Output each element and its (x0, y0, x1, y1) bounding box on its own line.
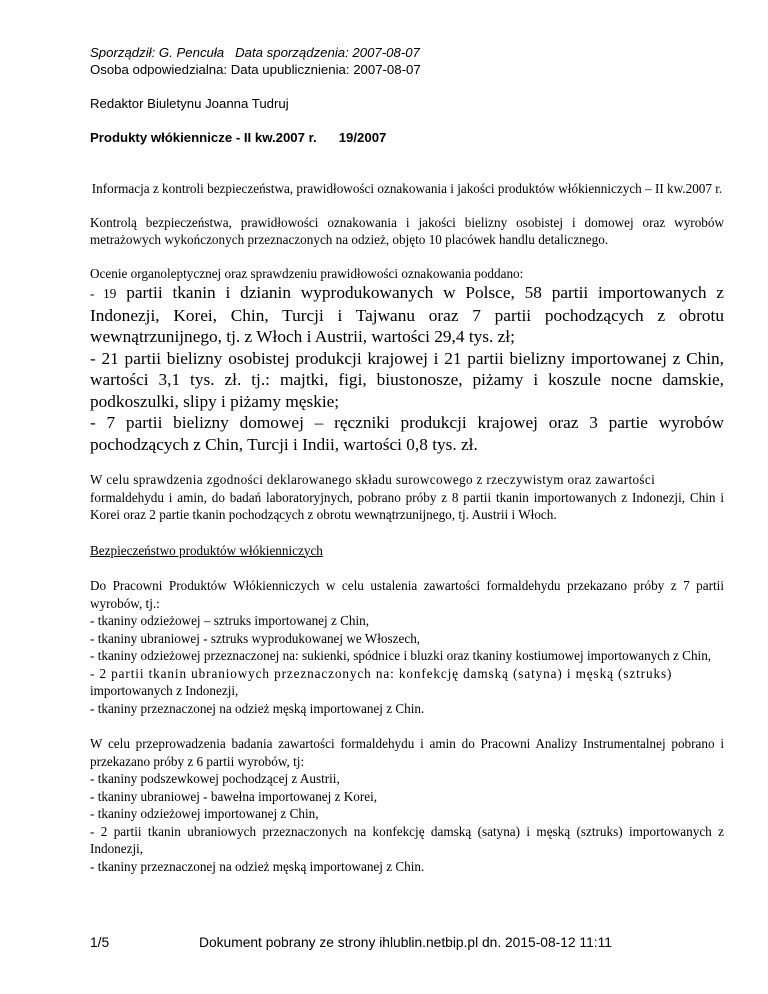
list-item: - tkaniny przeznaczonej na odzież męską importowanej z Chin. (90, 858, 425, 874)
page-number: 1/5 (90, 935, 110, 950)
item-fabrics-text: partii tkanin i dzianin wyprodukowanych w Polsce, 58 partii importowanych z Indonezji, Korei, Chin, Turcji i Tajwanu oraz 7 partii pochodzących z obrotu wewnątrzunijnego, tj. z Włoch i Austrii, wartości 29,4 tys. zł; (90, 283, 724, 346)
item-fabrics (90, 282, 724, 348)
amines-list (90, 770, 724, 875)
list-item: - tkaniny odzieżowej importowanej z Chin, (90, 806, 319, 821)
formaldehyde-intro: Do Pracowni Produktów Włókienniczych w celu ustalenia zawartości formaldehydu przekazano próby z 7 partii wyrobów, tj.: (90, 578, 724, 611)
item-fabrics-prefix: - 19 (90, 286, 117, 301)
list-item: - 2 partii tkanin ubraniowych przeznaczonych na konfekcję damską (satyna) i męską (sztruks) importowanych z Indonezji, (90, 823, 724, 856)
item-household: - 7 partii bielizny domowej – ręczniki produkcji krajowej oraz 3 partie wyrobów pochodzących z Chin, Turcji i Indii, wartości 0,8 tys. zł. (90, 413, 724, 454)
list-item: - tkaniny podszewkowej pochodzącej z Austrii, (90, 771, 340, 786)
responsible-line: Osoba odpowiedzialna: Data upublicznienia: 2007-08-07 (90, 62, 421, 77)
document-page (90, 44, 724, 875)
list-item: - tkaniny odzieżowej przeznaczonej na: sukienki, spódnice i bluzki oraz tkaniny kostiumowej importowanych z Chin, (90, 648, 712, 663)
formaldehyde-list (90, 612, 724, 717)
document-number: 19/2007 (338, 130, 387, 145)
safety-heading: Bezpieczeństwo produktów włókienniczych (90, 542, 323, 558)
lab-paragraph (90, 471, 724, 524)
list-item: importowanych z Indonezji, (90, 683, 239, 698)
download-source-note: Dokument pobrany ze strony ihlublin.netbip.pl dn. 2015-08-12 11:11 (199, 935, 612, 950)
list-item: - 2 partii tkanin ubraniowych przeznaczonych na: konfekcję damską (satyna) i męską (sztruks) (90, 665, 673, 681)
author-line: Sporządził: G. Pencuła Data sporządzenia: 2007-08-07 (90, 45, 420, 60)
report-heading: Informacja z kontroli bezpieczeństwa, prawidłowości oznakowania i jakości produktów włókienniczych – II kw.2007 r. (91, 181, 723, 196)
editor-line: Redaktor Biuletynu Joanna Tudruj (90, 96, 289, 111)
item-underwear: - 21 partii bielizny osobistej produkcji krajowej i 21 partii bielizny importowanej z Chin, wartości 3,1 tys. zł. tj.: majtki, figi, biustonosze, piżamy i koszule nocne damskie, podkoszulki, slipy i piżamy męskie; (90, 348, 724, 411)
amines-intro: W celu przeprowadzenia badania zawartości formaldehydu i amin do Pracowni Analizy Instrumentalnej pobrano i przekazano próby z 6 partii wyrobów, tj: (90, 736, 724, 769)
document-title (90, 129, 724, 146)
list-item: - tkaniny ubraniowej - sztruks wyprodukowanej we Włoszech, (90, 630, 421, 646)
intro-paragraph: Kontrolą bezpieczeństwa, prawidłowości oznakowania i jakości bielizny osobistej i domowej oraz wyrobów metrażowych wykończonych przeznaczonych na odzież, objęto 10 placówek handlu detalicznego. (90, 214, 724, 247)
lab-paragraph-rest: formaldehydu i amin, do badań laboratoryjnych, pobrano próby z 8 partii tkanin importowanych z Indonezji, Chin i Korei oraz 2 partie tkanin pochodzących z obrotu wewnątrzunijnego, tj. Austrii i Włoch. (90, 489, 724, 522)
title-text: Produkty włókiennicze - II kw.2007 r. (90, 130, 317, 145)
list-item: - tkaniny ubraniowej - bawełna importowanej z Korei, (90, 788, 378, 804)
lab-paragraph-line1: W celu sprawdzenia zgodności deklarowanego składu surowcowego z rzeczywistym oraz zawartości (90, 472, 656, 487)
list-item: - tkaniny odzieżowej – sztruks importowanej z Chin, (90, 613, 370, 628)
organoleptic-intro: Ocenie organoleptycznej oraz sprawdzeniu prawidłowości oznakowania poddano: (90, 265, 524, 281)
list-item: - tkaniny przeznaczonej na odzież męską importowanej z Chin. (90, 700, 425, 716)
